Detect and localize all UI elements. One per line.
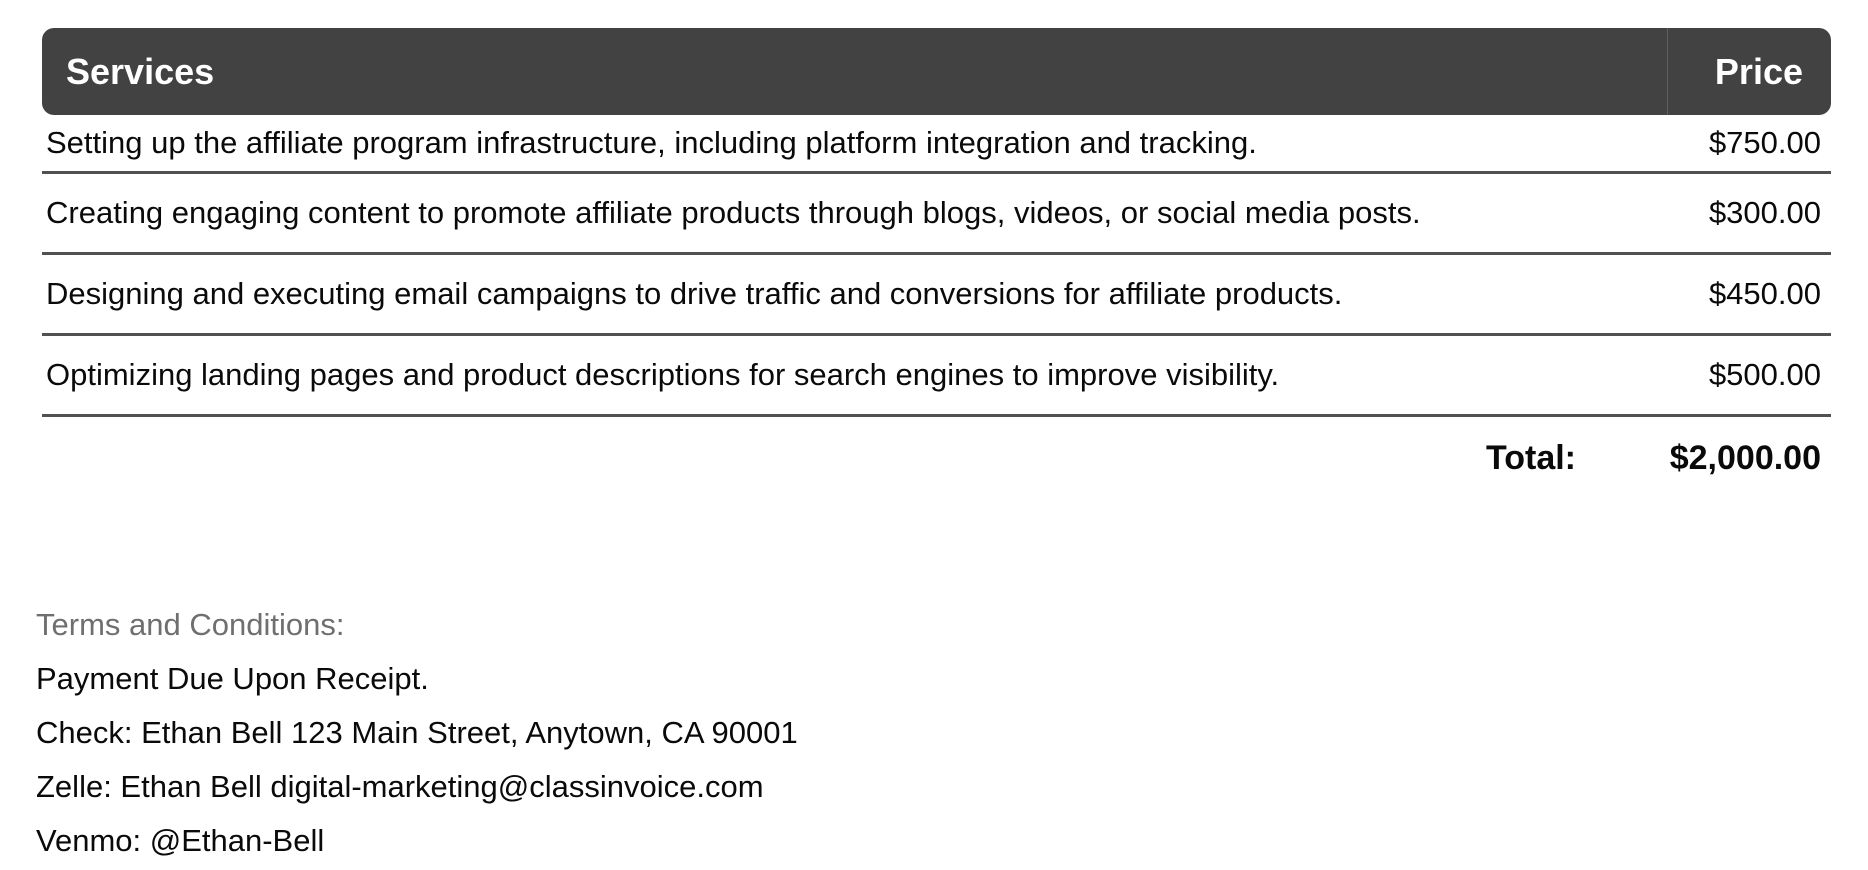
service-description: Designing and executing email campaigns to drive traffic and conversions for affiliate products. [46, 276, 1343, 311]
terms-line-zelle: Zelle: Ethan Bell digital-marketing@classinvoice.com [36, 769, 764, 804]
service-description: Creating engaging content to promote affiliate products through blogs, videos, or social media posts. [46, 195, 1421, 230]
total-row [42, 439, 1831, 478]
terms-line-venmo: Venmo: @Ethan-Bell [36, 823, 325, 858]
table-row [42, 255, 1831, 336]
table-row [42, 174, 1831, 255]
table-row [42, 115, 1831, 174]
services-column-header: Services [66, 50, 215, 92]
price-column-header: Price [1667, 28, 1831, 115]
terms-line-check: Check: Ethan Bell 123 Main Street, Anytown, CA 90001 [36, 715, 798, 750]
service-description: Optimizing landing pages and product descriptions for search engines to improve visibility. [46, 357, 1280, 392]
terms-and-conditions-section [36, 598, 798, 868]
total-label: Total: [1485, 439, 1576, 477]
terms-heading: Terms and Conditions: [36, 607, 345, 642]
terms-line-payment: Payment Due Upon Receipt. [36, 661, 429, 696]
service-price: $300.00 [1708, 195, 1821, 230]
table-row [42, 336, 1831, 417]
table-header-row [42, 28, 1831, 115]
total-value: $2,000.00 [1669, 439, 1821, 477]
service-price: $750.00 [1708, 125, 1821, 160]
service-price: $500.00 [1708, 357, 1821, 392]
service-price: $450.00 [1708, 276, 1821, 311]
service-description: Setting up the affiliate program infrastructure, including platform integration and tracking. [46, 125, 1257, 160]
services-table [42, 28, 1831, 478]
